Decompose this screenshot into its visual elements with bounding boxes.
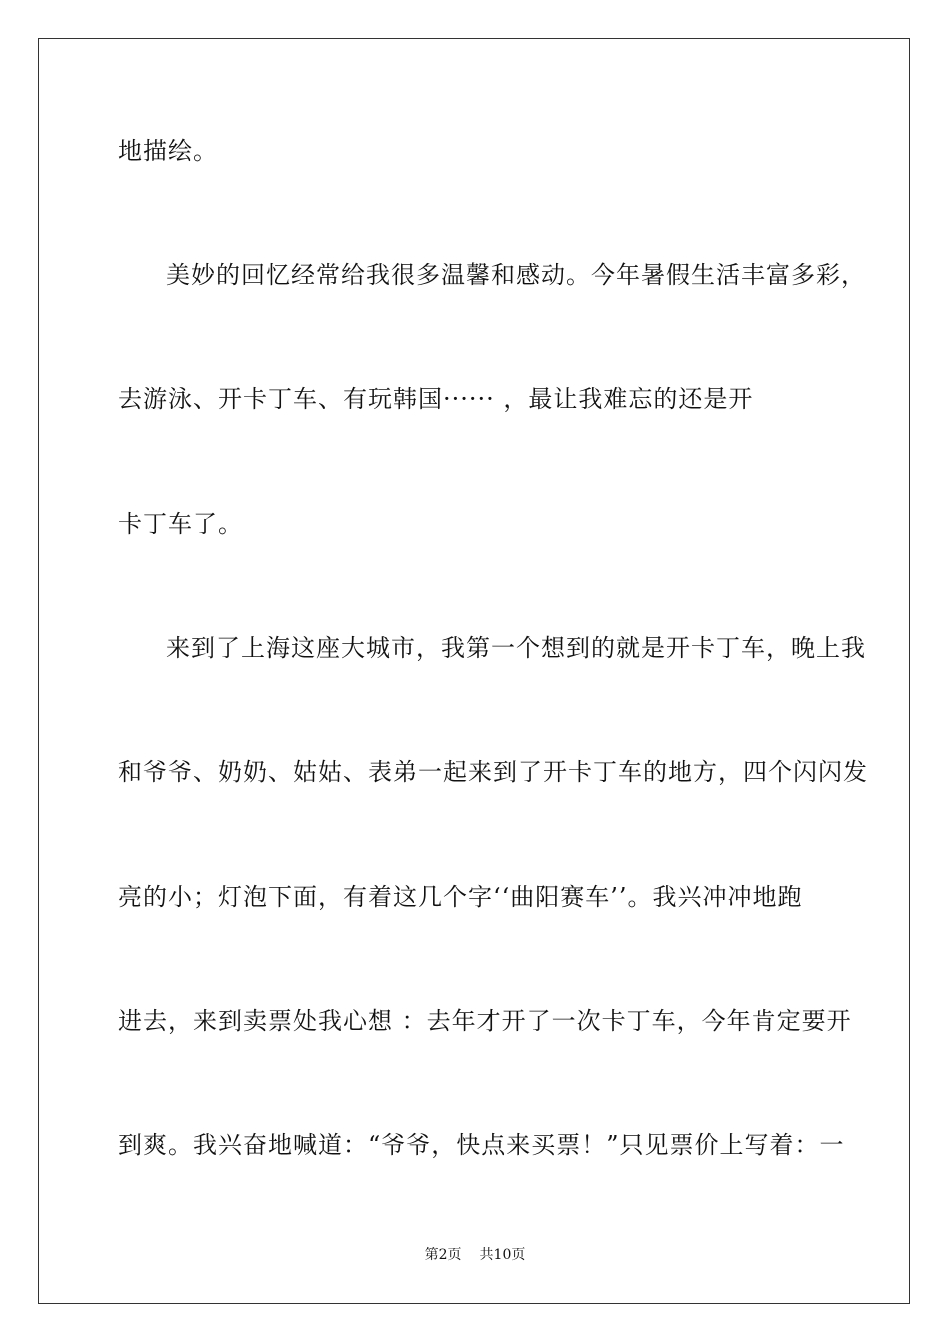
text-line-8: 进去，来到卖票处我心想 ：去年才开了一次卡丁车，今年肯定要开 [118,1007,852,1035]
page-number: 第2页 [424,1247,462,1263]
page-footer [0,1246,950,1264]
page-border [38,38,910,1304]
text-line-2: 美妙的回忆经常给我很多温馨和感动。今年暑假生活丰富多彩， [166,261,866,289]
text-line-9: 到爽。我兴奋地喊道：“爷爷，快点来买票！”只见票价上写着：一 [118,1131,845,1159]
page-total: 共10页 [479,1247,526,1263]
text-line-5: 来到了上海这座大城市，我第一个想到的就是开卡丁车，晚上我 [166,634,866,662]
text-line-3: 去游泳、开卡丁车、有玩韩国······ ，最让我难忘的还是开 [118,385,754,413]
text-line-6: 和爷爷、奶奶、姑姑、表弟一起来到了开卡丁车的地方，四个闪闪发 [118,758,868,786]
text-line-1: 地描绘。 [118,137,218,165]
text-line-7: 亮的小；灯泡下面，有着这几个字‘‘曲阳赛车’’。我兴冲冲地跑 [118,883,803,911]
text-line-4: 卡丁车了。 [118,510,243,538]
